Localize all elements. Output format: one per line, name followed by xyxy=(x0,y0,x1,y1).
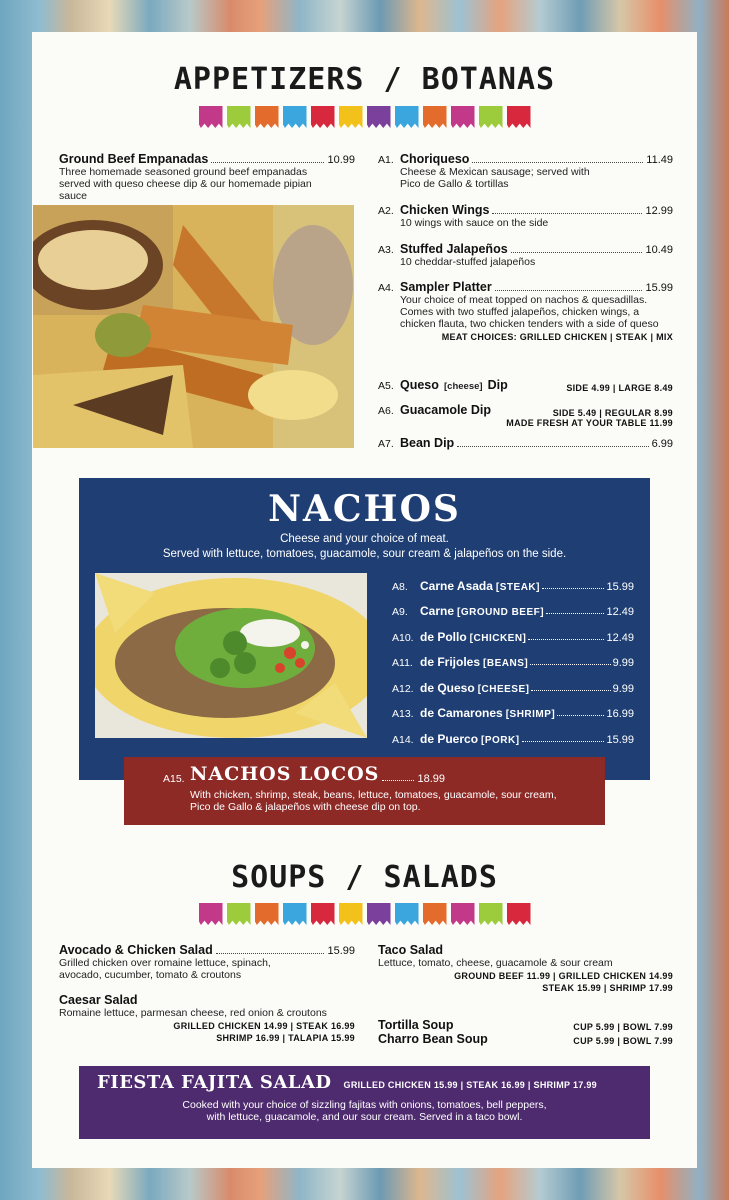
menu-item-guacamole-dip xyxy=(378,399,673,436)
papel-picado-flag xyxy=(367,106,391,128)
item-tag: [CHICKEN] xyxy=(469,632,527,644)
papel-picado-flag xyxy=(199,903,223,925)
papel-picado-flag xyxy=(395,903,419,925)
item-description: 10 cheddar-stuffed jalapeños xyxy=(400,256,536,268)
item-code: A12. xyxy=(392,682,414,695)
item-code: A2. xyxy=(378,205,394,217)
item-code: A14. xyxy=(392,733,414,746)
item-sizes: SIDE 5.49 | REGULAR 8.99 xyxy=(552,408,673,418)
papel-picado-flag xyxy=(283,106,307,128)
item-sizes-1: GROUND BEEF 11.99 | GRILLED CHICKEN 14.99 xyxy=(454,971,673,981)
papel-picado-flag xyxy=(311,106,335,128)
item-sizes: GRILLED CHICKEN 15.99 | STEAK 16.99 | SHRIMP 17.99 xyxy=(343,1080,597,1090)
item-tag: [CHEESE] xyxy=(477,683,530,695)
papel-picado-flag xyxy=(283,903,307,925)
item-price: 10.49 xyxy=(645,244,673,256)
nachos-item xyxy=(392,720,634,746)
papel-picado-flag xyxy=(395,106,419,128)
item-description-2: Pico de Gallo & jalapeños with cheese dip on top. xyxy=(190,801,421,813)
leader-dots xyxy=(211,162,324,163)
papel-picado-flag xyxy=(423,106,447,128)
item-name: de Puerco xyxy=(420,731,479,746)
meat-choices: MEAT CHOICES: GRILLED CHICKEN | STEAK | MIX xyxy=(441,332,673,342)
nachos-item xyxy=(392,644,634,670)
leader-dots xyxy=(457,446,648,447)
nachos-locos-box xyxy=(124,757,605,825)
leader-dots xyxy=(472,162,643,163)
item-description-2: with lettuce, guacamole, and our sour cream. Served in a taco bowl. xyxy=(206,1111,523,1123)
item-price: 15.99 xyxy=(606,580,634,593)
nachos-item xyxy=(392,593,634,619)
menu-item-queso-dip xyxy=(378,374,673,399)
item-price: 12.49 xyxy=(606,631,634,644)
item-price: 16.99 xyxy=(606,708,634,720)
item-sizes: CUP 5.99 | BOWL 7.99 xyxy=(573,1022,673,1032)
item-name-note: [cheese] xyxy=(444,381,483,392)
menu-item-bean-dip xyxy=(378,436,673,450)
item-name: de Frijoles xyxy=(420,655,481,669)
papel-picado-flag xyxy=(311,903,335,925)
leader-dots xyxy=(511,252,643,253)
leader-dots xyxy=(528,639,604,640)
item-description: Three homemade seasoned ground beef empanadas served with queso cheese dip & our homemade pipian sauce xyxy=(59,166,312,202)
leader-dots xyxy=(557,715,604,716)
leader-dots xyxy=(522,741,605,742)
papel-picado-flag xyxy=(255,106,279,128)
item-price: 10.99 xyxy=(327,154,355,166)
item-price: 15.99 xyxy=(327,945,355,957)
papel-picado-flag xyxy=(227,903,251,925)
papel-picado-flag xyxy=(479,903,503,925)
leader-dots xyxy=(542,588,604,589)
item-price: 11.49 xyxy=(646,154,673,166)
nachos-item xyxy=(392,695,634,721)
item-description-1: Cooked with your choice of sizzling fajitas with onions, tomatoes, bell peppers, xyxy=(182,1099,547,1111)
menu-item-taco-salad xyxy=(378,943,673,1006)
papel-picado-flag xyxy=(423,903,447,925)
item-tag: [SHRIMP] xyxy=(505,709,556,720)
item-name: FIESTA FAJITA SALAD xyxy=(97,1072,332,1093)
leader-dots xyxy=(530,664,610,665)
leader-dots xyxy=(382,780,414,781)
item-name: de Pollo xyxy=(420,629,467,644)
item-code: A11. xyxy=(392,657,413,669)
fiesta-fajita-salad-box xyxy=(79,1066,650,1139)
item-price: 15.99 xyxy=(645,282,673,294)
papel-picado-banner xyxy=(32,903,697,927)
menu-item-empanadas xyxy=(59,152,355,202)
papel-picado-flag xyxy=(227,106,251,128)
item-name: Tortilla Soup xyxy=(378,1018,454,1032)
papel-picado-flag xyxy=(479,106,503,128)
item-code: A4. xyxy=(378,282,394,294)
papel-picado-flag xyxy=(451,903,475,925)
item-price: 15.99 xyxy=(606,733,634,746)
nachos-item xyxy=(392,567,634,593)
nachos-subtitle-1: Cheese and your choice of meat. xyxy=(280,533,449,545)
papel-picado-flag xyxy=(339,106,363,128)
item-sizes-2: STEAK 15.99 | SHRIMP 17.99 xyxy=(542,983,673,993)
item-description: Romaine lettuce, parmesan cheese, red onion & croutons xyxy=(59,1007,327,1019)
item-sizes: CUP 5.99 | BOWL 7.99 xyxy=(573,1036,673,1046)
item-name: NACHOS LOCOS xyxy=(190,763,380,785)
item-description: Lettuce, tomato, cheese, guacamole & sour cream xyxy=(378,957,613,969)
papel-picado-flag xyxy=(255,903,279,925)
item-name: Chicken Wings xyxy=(400,203,490,217)
item-name: Caesar Salad xyxy=(59,993,138,1007)
nachos-subtitle-2: Served with lettuce, tomatoes, guacamole, sour cream & jalapeños on the side. xyxy=(162,548,567,560)
nachos-list xyxy=(392,567,634,746)
item-price: 12.49 xyxy=(606,606,634,618)
item-description: Grilled chicken over romaine lettuce, spinach, avocado, cucumber, tomato & croutons xyxy=(59,957,271,981)
item-name: de Queso xyxy=(420,680,475,695)
appetizer-platter-photo xyxy=(33,205,354,448)
nachos-photo xyxy=(95,573,367,738)
item-name: Sampler Platter xyxy=(400,280,492,294)
item-tag: [BEANS] xyxy=(483,658,529,669)
item-extra-size: MADE FRESH AT YOUR TABLE 11.99 xyxy=(506,418,673,428)
nachos-item xyxy=(392,618,634,644)
salads-right-column xyxy=(378,943,673,1046)
item-price: 12.99 xyxy=(645,205,673,217)
item-tag: [STEAK] xyxy=(495,581,540,593)
item-code: A10. xyxy=(392,631,414,644)
nachos-item xyxy=(392,669,634,695)
item-code: A1. xyxy=(378,154,394,166)
papel-picado-flag xyxy=(507,903,531,925)
item-price: 18.99 xyxy=(417,773,445,785)
item-code: A7. xyxy=(378,438,394,450)
leader-dots xyxy=(546,613,604,614)
item-sizes: SIDE 4.99 | LARGE 8.49 xyxy=(566,383,673,393)
soups-salads-heading: SOUPS / SALADS xyxy=(231,860,498,895)
item-code: A13. xyxy=(392,708,414,720)
nachos-heading: NACHOS xyxy=(268,488,461,530)
menu-item-charro-bean-soup xyxy=(378,1032,673,1046)
item-name: Bean Dip xyxy=(400,436,455,450)
item-description-1: With chicken, shrimp, steak, beans, lettuce, tomatoes, guacamole, sour cream, xyxy=(190,789,557,801)
menu-item-sampler-platter xyxy=(378,280,673,374)
item-tag: [PORK] xyxy=(481,734,520,746)
item-name: de Camarones xyxy=(420,706,503,720)
item-description: Cheese & Mexican sausage; served with Pico de Gallo & tortillas xyxy=(400,166,590,190)
papel-picado-flag xyxy=(507,106,531,128)
item-price: 9.99 xyxy=(612,657,634,669)
menu-item-tortilla-soup xyxy=(378,1006,673,1032)
leader-dots xyxy=(492,213,642,214)
item-name: Stuffed Jalapeños xyxy=(400,242,508,256)
item-name: Choriqueso xyxy=(400,152,470,166)
item-code: A15. xyxy=(163,773,185,785)
papel-picado-flag xyxy=(199,106,223,128)
item-description: 10 wings with sauce on the side xyxy=(400,217,549,229)
item-description: Your choice of meat topped on nachos & quesadillas. Comes with two stuffed jalapeños, chicken wings, a chicken flauta, two chicken tenders with a side of queso xyxy=(400,294,659,330)
item-name: Queso xyxy=(400,378,439,392)
item-name: Taco Salad xyxy=(378,943,444,957)
menu-item-chicken-wings xyxy=(378,203,673,242)
papel-picado-banner xyxy=(32,106,697,130)
menu-item-caesar-salad xyxy=(59,993,355,1043)
papel-picado-flag xyxy=(367,903,391,925)
item-code: A6. xyxy=(378,405,394,417)
papel-picado-flag xyxy=(339,903,363,925)
item-name: Ground Beef Empanadas xyxy=(59,152,209,166)
item-sizes-1: GRILLED CHICKEN 14.99 | STEAK 16.99 xyxy=(173,1021,355,1031)
item-price: 6.99 xyxy=(651,438,673,450)
item-name: Carne Asada xyxy=(420,578,493,593)
salads-left-column xyxy=(59,943,355,1043)
item-name: Avocado & Chicken Salad xyxy=(59,943,213,957)
leader-dots xyxy=(216,953,325,954)
item-code: A9. xyxy=(392,606,408,618)
item-name-suffix: Dip xyxy=(487,378,508,392)
appetizers-right-column xyxy=(378,152,673,450)
item-code: A3. xyxy=(378,244,394,256)
item-name: Charro Bean Soup xyxy=(378,1032,488,1046)
menu-item-stuffed-jalapenos xyxy=(378,242,673,280)
item-code: A8. xyxy=(392,580,408,593)
leader-dots xyxy=(495,290,643,291)
item-tag: [GROUND BEEF] xyxy=(457,607,545,618)
menu-item-choriqueso xyxy=(378,152,673,203)
item-sizes-2: SHRIMP 16.99 | TALAPIA 15.99 xyxy=(216,1033,355,1043)
item-code: A5. xyxy=(378,380,394,392)
item-name: Carne xyxy=(420,604,455,618)
item-name: Guacamole Dip xyxy=(400,403,491,417)
papel-picado-flag xyxy=(451,106,475,128)
appetizers-heading: APPETIZERS / BOTANAS xyxy=(173,62,556,97)
leader-dots xyxy=(531,690,610,691)
menu-item-avocado-chicken-salad xyxy=(59,943,355,993)
item-price: 9.99 xyxy=(612,682,634,695)
